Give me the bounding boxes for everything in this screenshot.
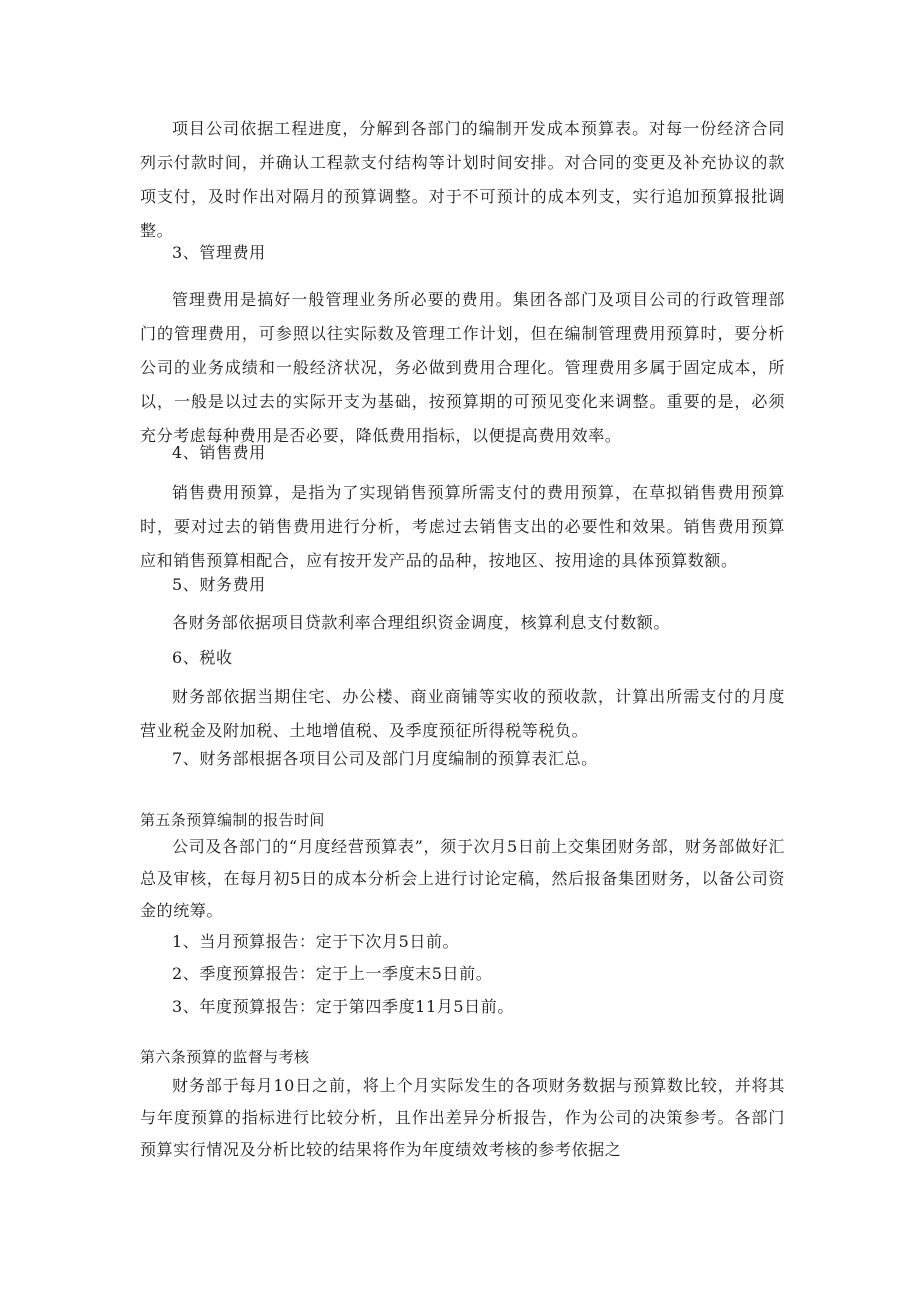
paragraph-financial-expenses: 各财务部依据项目贷款利率合理组织资金调度，核算利息支付数额。 [172,613,671,632]
section-five-body: 公司及各部门的“月度经营预算表”，须于次月5日前上交集团财务部，财务部做好汇总及审核，在每月初5日的成本分析会上进行讨论定稿，然后报备集团财务，以备公司资金的统筹。 [140,837,785,920]
section-six-title: 第六条预算的监督与考核 [140,1048,310,1066]
report-item-annual: 3、年度预算报告：定于第四季度11月5日前。 [172,997,514,1016]
section-six-body: 财务部于每月10日之前，将上个月实际发生的各项财务数据与预算数比较，并将其与年度预算的指标进行比较分析，且作出差异分析报告，作为公司的决策参考。各部门预算实行情况及分析比较的结果将作为年度绩效考核的参考依据之 [140,1076,785,1159]
paragraph-development-cost: 项目公司依据工程进度，分解到各部门的编制开发成本预算表。对每一份经济合同列示付款时间，并确认工程款支付结构等计划时间安排。对合同的变更及补充协议的款项支付，及时作出对隔月的预算调整。对于不可预计的成本列支，实行追加预算报批调整。 [140,119,785,240]
heading-financial-expenses: 5、财务费用 [172,575,266,594]
heading-summary: 7、财务部根据各项目公司及部门月度编制的预算表汇总。 [172,749,598,768]
heading-taxes: 6、税收 [172,648,233,667]
report-item-quarterly: 2、季度预算报告：定于上一季度末5日前。 [172,964,493,983]
paragraph-management-expenses: 管理费用是搞好一般管理业务所必要的费用。集团各部门及项目公司的行政管理部门的管理费用，可参照以往实际数及管理工作计划，但在编制管理费用预算时，要分析公司的业务成绩和一般经济状况，务必做到费用合理化。管理费用多属于固定成本，所以，一般是以过去的实际开支为基础，按预算期的可预见变化来调整。重要的是，必须充分考虑每种费用是否必要，降低费用指标，以便提高费用效率。 [140,290,785,445]
paragraph-taxes: 财务部依据当期住宅、办公楼、商业商铺等实收的预收款，计算出所需支付的月度营业税金及附加税、土地增值税、及季度预征所得税等税负。 [140,687,785,740]
heading-sales-expenses: 4、销售费用 [172,443,266,462]
report-item-monthly: 1、当月预算报告：定于下次月5日前。 [172,932,460,951]
section-five-title: 第五条预算编制的报告时间 [140,811,325,829]
heading-management-expenses: 3、管理费用 [172,243,266,262]
paragraph-sales-expenses: 销售费用预算，是指为了实现销售预算所需支付的费用预算，在草拟销售费用预算时，要对过去的销售费用进行分析，考虑过去销售支出的必要性和效果。销售费用预算应和销售预算相配合，应有按开发产品的品种，按地区、按用途的具体预算数额。 [140,483,785,570]
